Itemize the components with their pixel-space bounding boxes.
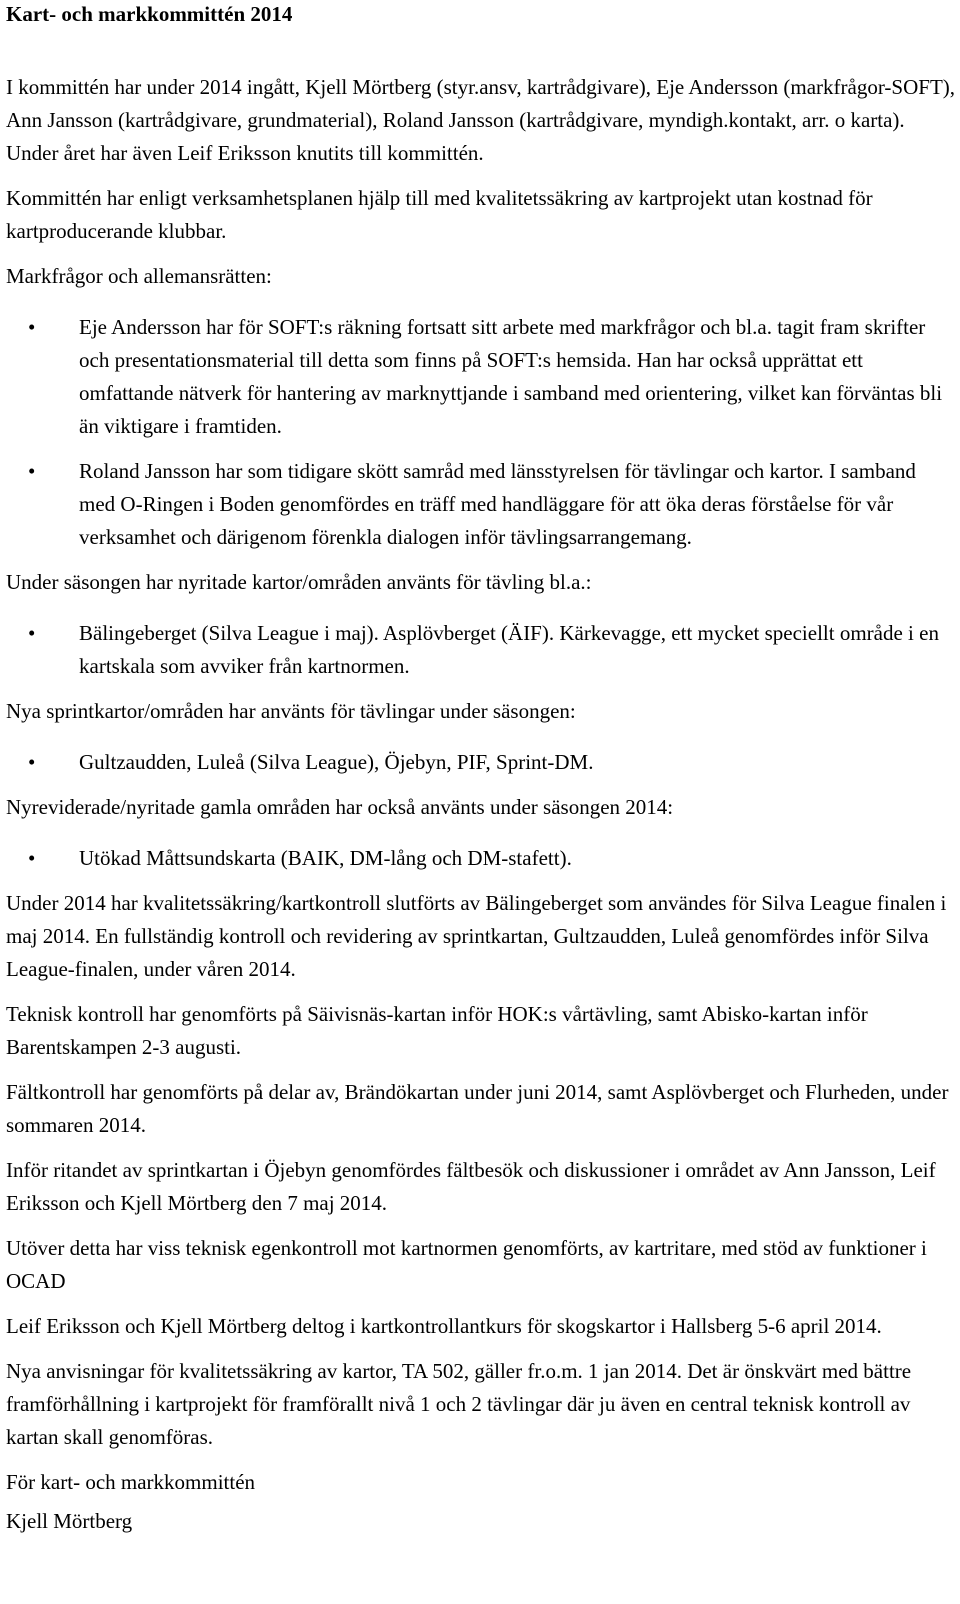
paragraph-egenkontroll: Utöver detta har viss teknisk egenkontroll mot kartnormen genomförts, av kartritare, med stöd av funktioner i OCAD (6, 1236, 927, 1293)
list-item: • Bälingeberget (Silva League i maj). Asplövberget (ÄIF). Kärkevagge, ett mycket speciellt område i en kartskala som avviker från kartnormen. (6, 617, 956, 683)
paragraph-faltkontroll: Fältkontroll har genomförts på delar av, Brändökartan under juni 2014, samt Asplövberget och Flurheden, under sommaren 2014. (6, 1080, 949, 1137)
document-page (6, 0, 956, 1538)
list-item: • Utökad Måttsundskarta (BAIK, DM-lång och DM-stafett). (6, 842, 956, 875)
intro-paragraph-purpose: Kommittén har enligt verksamhetsplanen hjälp till med kvalitetssäkring av kartprojekt utan kostnad för kartproducerande klubbar. (6, 186, 873, 243)
section-heading-reviderade: Nyreviderade/nyritade gamla områden har också använts under säsongen 2014: (6, 795, 674, 819)
paragraph-sprintkarta-ojebyn: Inför ritandet av sprintkartan i Öjebyn genomfördes fältbesök och diskussioner i området av Ann Jansson, Leif Eriksson och Kjell Mörtberg den 7 maj 2014. (6, 1158, 936, 1215)
section-heading-markfragor: Markfrågor och allemansrätten: (6, 264, 272, 288)
paragraph-kvalitetssakring: Under 2014 har kvalitetssäkring/kartkontroll slutförts av Bälingeberget som användes för Silva League finalen i maj 2014. En fullständig kontroll och revidering av sprintkartan, Gultzaudden, Luleå genomfördes inför Silva League-finalen, under våren 2014. (6, 891, 947, 981)
list-item: • Eje Andersson har för SOFT:s räkning fortsatt sitt arbete med markfrågor och bl.a. tagit fram skrifter och presentationsmaterial till detta som finns på SOFT:s hemsida. Han har också upprättat ett omfattande nätverk för hantering av marknyttjande i samband med orientering, vilket kan förväntas bli än viktigare i framtiden. (6, 311, 956, 443)
bullet-list-markfragor (6, 311, 956, 554)
document-title: Kart- och markkommittén 2014 (6, 2, 293, 26)
bullet-list-sprint (6, 746, 956, 779)
list-item: • Roland Jansson har som tidigare skött samråd med länsstyrelsen för tävlingar och kartor. I samband med O-Ringen i Boden genomfördes en träff med handläggare för att öka deras förståelse för vår verksamhet och därigenom förenkla dialogen inför tävlingsarrangemang. (6, 455, 956, 554)
paragraph-kurs: Leif Eriksson och Kjell Mörtberg deltog i kartkontrollantkurs för skogskartor i Hallsberg 5-6 april 2014. (6, 1314, 882, 1338)
section-heading-nyritade: Under säsongen har nyritade kartor/områden använts för tävling bl.a.: (6, 570, 592, 594)
bullet-list-nyritade (6, 617, 956, 683)
list-item: • Gultzaudden, Luleå (Silva League), Öjebyn, PIF, Sprint-DM. (6, 746, 956, 779)
signature-name: Kjell Mörtberg (6, 1509, 133, 1533)
section-heading-sprint: Nya sprintkartor/områden har använts för tävlingar under säsongen: (6, 699, 576, 723)
paragraph-anvisningar: Nya anvisningar för kvalitetssäkring av kartor, TA 502, gäller fr.o.m. 1 jan 2014. Det är önskvärt med bättre framförhållning i kartprojekt för framförallt nivå 1 och 2 tävlingar där ju även en central teknisk kontroll av kartan skall genomföras. (6, 1359, 912, 1449)
bullet-list-reviderade (6, 842, 956, 875)
paragraph-teknisk-kontroll: Teknisk kontroll har genomförts på Säivisnäs-kartan inför HOK:s vårtävling, samt Abisko-kartan inför Barentskampen 2-3 augusti. (6, 1002, 868, 1059)
intro-paragraph-members: I kommittén har under 2014 ingått, Kjell Mörtberg (styr.ansv, kartrådgivare), Eje Andersson (markfrågor-SOFT), Ann Jansson (kartrådgivare, grundmaterial), Roland Jansson (kartrådgivare, myndigh.kontakt, arr. o karta). Under året har även Leif Eriksson knutits till kommittén. (6, 75, 956, 165)
signature-line: För kart- och markkommittén (6, 1470, 256, 1494)
